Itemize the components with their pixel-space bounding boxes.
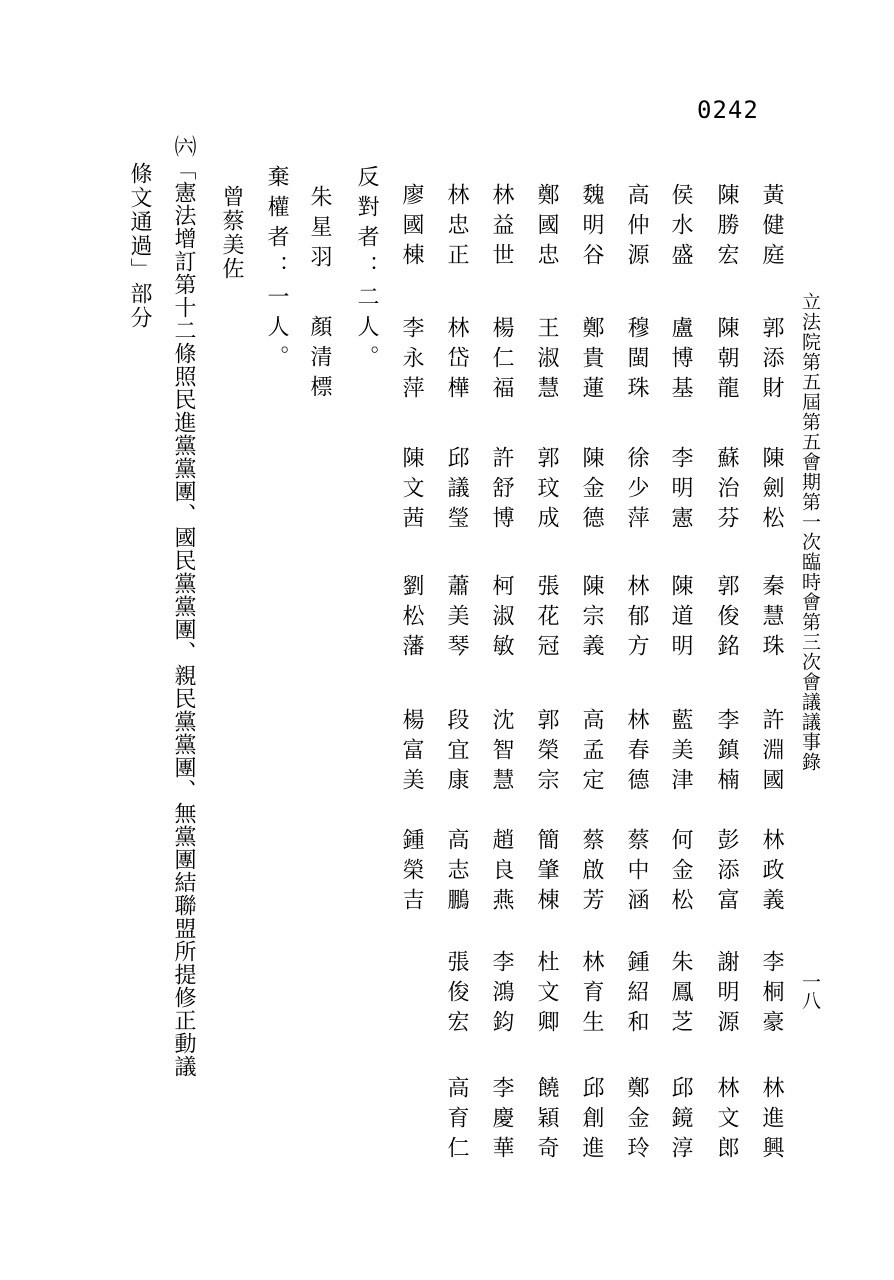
legislator-name: 郭俊銘 [714,574,739,664]
legislator-name: 李桐豪 [759,950,784,1040]
legislator-name: 彭添富 [714,828,739,918]
legislator-name: 邱鏡淳 [668,1076,693,1166]
legislator-name: 魏明谷 [579,183,604,273]
legislator-name: 邱創進 [579,1076,604,1166]
legislator-name: 許舒博 [489,446,514,536]
abstain-name: 曾蔡美佐 [219,185,244,281]
legislator-name: 秦慧珠 [759,574,784,664]
legislator-name: 林政義 [759,828,784,918]
page-number: 0242 [697,96,759,124]
legislator-name: 盧博基 [668,316,693,406]
legislator-name: 張花冠 [534,574,559,664]
legislator-name: 林春德 [624,708,649,798]
legislator-name: 郭玟成 [534,446,559,536]
legislator-name: 劉松藩 [399,574,424,664]
agenda-item-line: 條文通過」部分 [127,162,152,330]
legislator-name: 林文郎 [714,1076,739,1166]
legislator-name: 鍾榮吉 [399,828,424,918]
legislator-name: 楊仁福 [489,316,514,406]
legislator-name: 張俊宏 [444,950,469,1040]
legislator-name: 陳道明 [668,574,693,664]
legislator-name: 李慶華 [489,1076,514,1166]
legislator-name: 黃健庭 [759,183,784,273]
legislator-name: 蘇治芬 [714,446,739,536]
legislator-name: 高仲源 [624,183,649,273]
legislator-name: 陳宗義 [579,574,604,664]
legislator-name: 藍美津 [668,708,693,798]
legislator-name: 許淵國 [759,708,784,798]
legislator-name: 鄭國忠 [534,183,559,273]
legislator-name: 柯淑敏 [489,574,514,664]
legislator-name: 蔡啟芳 [579,828,604,918]
legislator-name: 蕭美琴 [444,574,469,664]
legislator-name: 林益世 [489,183,514,273]
running-header-title: 立法院第五屆第五會期第一次臨時會第三次會議議事錄 [799,292,821,772]
legislator-name: 李鎮楠 [714,708,739,798]
legislator-name: 李永萍 [399,316,424,406]
oppose-name: 朱星羽 [307,185,332,275]
legislator-name: 朱鳳芝 [668,950,693,1040]
legislator-name: 杜文卿 [534,950,559,1040]
legislator-name: 陳文茜 [399,446,424,536]
legislator-name: 簡肇棟 [534,828,559,918]
legislator-name: 高志鵬 [444,828,469,918]
legislator-name: 李明憲 [668,446,693,536]
legislator-name: 高育仁 [444,1076,469,1166]
legislator-name: 陳朝龍 [714,316,739,406]
oppose-name: 顏清標 [307,315,332,405]
legislator-name: 鍾紹和 [624,950,649,1040]
legislator-name: 段宜康 [444,708,469,798]
legislator-name: 林育生 [579,950,604,1040]
legislator-name: 林進興 [759,1076,784,1166]
abstain-label: 棄權者：一人。 [264,165,289,375]
agenda-item-line: ㈥「憲法增訂第十二條照民進黨黨團、國民黨黨團、親民黨黨團、無黨團結聯盟所提修正動議 [171,135,196,1078]
legislator-name: 廖國棟 [399,183,424,273]
legislator-name: 林郁方 [624,574,649,664]
legislator-name: 侯水盛 [668,183,693,273]
legislator-name: 沈智慧 [489,708,514,798]
legislator-name: 李鴻鈞 [489,950,514,1040]
legislator-name: 楊富美 [399,708,424,798]
legislator-name: 鄭貴蓮 [579,316,604,406]
legislator-name: 陳金德 [579,446,604,536]
legislator-name: 林忠正 [444,183,469,273]
legislator-name: 蔡中涵 [624,828,649,918]
legislator-name: 趙良燕 [489,828,514,918]
legislator-name: 郭添財 [759,316,784,406]
folio-number: 一八 [799,972,821,1010]
legislator-name: 林岱樺 [444,316,469,406]
legislator-name: 鄭金玲 [624,1076,649,1166]
legislator-name: 穆閩珠 [624,316,649,406]
legislator-name: 何金松 [668,828,693,918]
legislator-name: 徐少萍 [624,446,649,536]
legislator-name: 陳劍松 [759,446,784,536]
legislator-name: 高孟定 [579,708,604,798]
legislator-name: 郭榮宗 [534,708,559,798]
legislator-name: 陳勝宏 [714,183,739,273]
legislator-name: 饒穎奇 [534,1076,559,1166]
legislator-name: 邱議瑩 [444,446,469,536]
oppose-label: 反對者：二人。 [354,165,379,375]
legislator-name: 謝明源 [714,950,739,1040]
legislator-name: 王淑慧 [534,316,559,406]
